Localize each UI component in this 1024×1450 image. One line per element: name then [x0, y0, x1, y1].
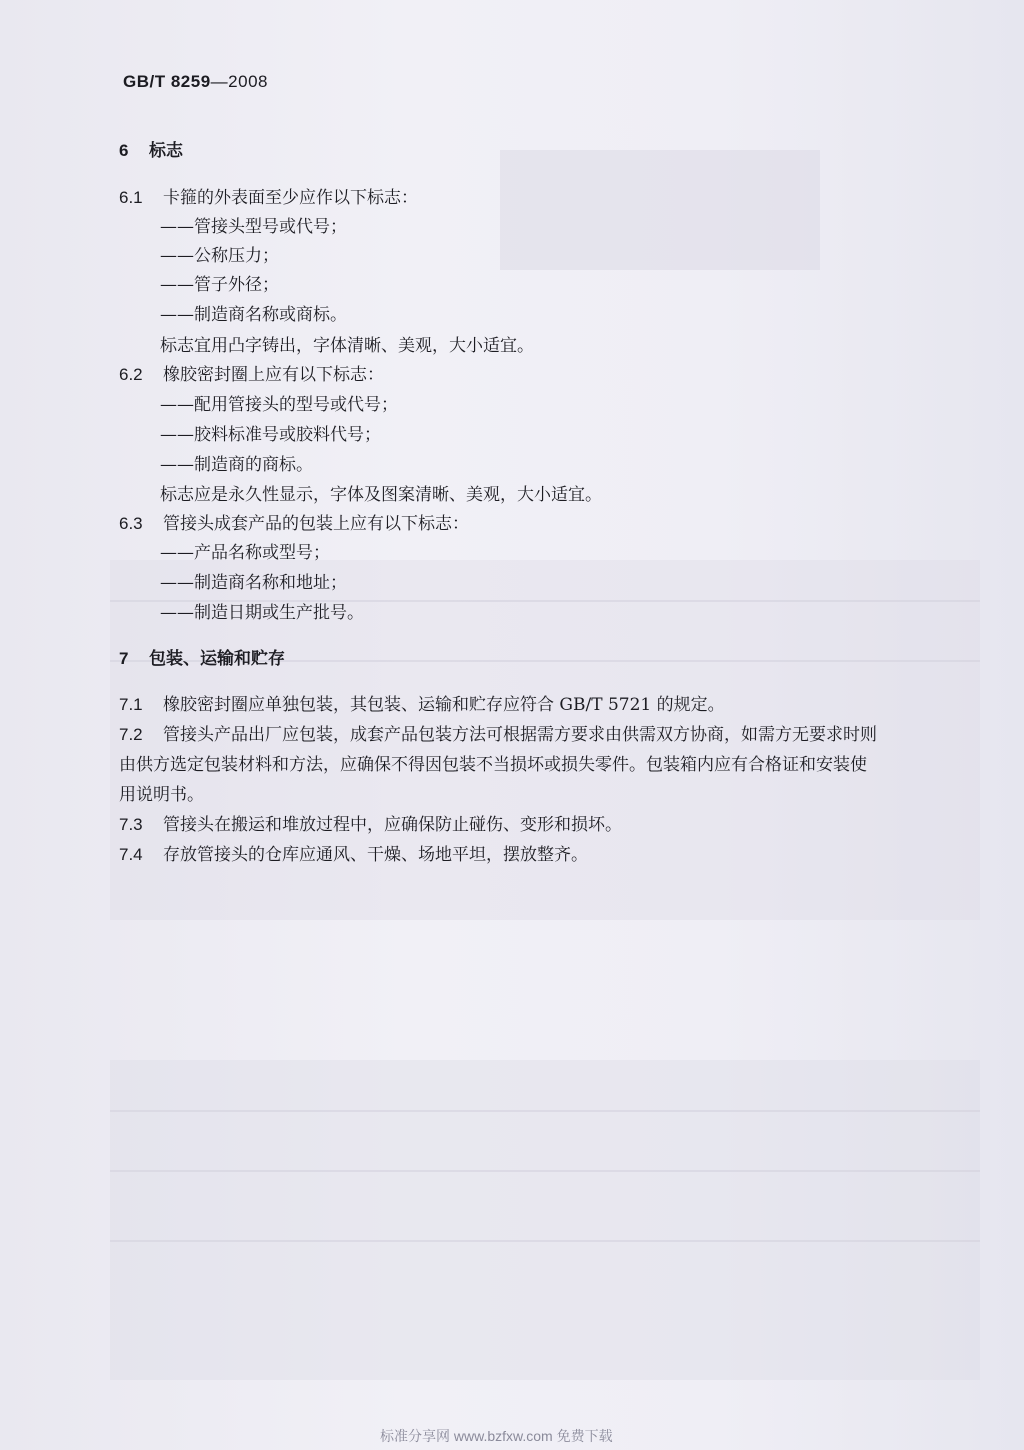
clause-number: 7.2 [119, 725, 143, 744]
list-item: ——胶料标准号或胶料代号； [160, 425, 381, 445]
list-item: ——制造商名称和地址； [160, 573, 347, 593]
section-7-heading [119, 647, 285, 671]
standard-code: GB/T 8259 [123, 72, 211, 91]
clause-text: 管接头成套产品的包装上应有以下标志： [163, 514, 469, 534]
clause-text: 橡胶密封圈应单独包装，其包装、运输和贮存应符合 GB/T 5721 的规定。 [163, 695, 725, 715]
list-item: ——管接头型号或代号； [160, 217, 347, 237]
list-item: ——公称压力； [160, 246, 279, 266]
section-title: 标志 [149, 141, 183, 161]
clause-text-continued: 用说明书。 [119, 785, 204, 805]
clause-7-4 [119, 843, 588, 867]
clause-text: 存放管接头的仓库应通风、干燥、场地平坦，摆放整齐。 [163, 845, 588, 865]
clause-number: 6.3 [119, 514, 143, 533]
clause-note: 标志应是永久性显示，字体及图案清晰、美观，大小适宜。 [160, 485, 602, 505]
clause-text: 卡箍的外表面至少应作以下标志： [163, 188, 418, 208]
clause-6-1 [119, 186, 418, 210]
clause-6-3 [119, 512, 469, 536]
list-item: ——配用管接头的型号或代号； [160, 395, 398, 415]
list-item: ——制造商的商标。 [160, 455, 313, 475]
bleed-through-line [110, 1110, 980, 1112]
clause-text: 橡胶密封圈上应有以下标志： [163, 365, 384, 385]
clause-number: 6.1 [119, 188, 143, 207]
list-item: ——产品名称或型号； [160, 543, 330, 563]
section-6-heading [119, 139, 183, 163]
clause-number: 7.3 [119, 815, 143, 834]
section-title: 包装、运输和贮存 [149, 649, 285, 669]
list-item: ——制造商名称或商标。 [160, 305, 347, 325]
bleed-through-line [110, 1240, 980, 1242]
bleed-through-block [110, 1060, 980, 1380]
list-item: ——制造日期或生产批号。 [160, 603, 364, 623]
clause-text: 管接头在搬运和堆放过程中，应确保防止碰伤、变形和损坏。 [163, 815, 622, 835]
clause-7-1 [119, 693, 725, 717]
clause-text: 管接头产品出厂应包装，成套产品包装方法可根据需方要求由供需双方协商，如需方无要求时则 [163, 725, 877, 745]
clause-text-continued: 由供方选定包装材料和方法，应确保不得因包装不当损坏或损失零件。包装箱内应有合格证和安装使 [119, 755, 867, 775]
standard-header: GB/T 8259—2008 [123, 72, 268, 91]
clause-number: 7.1 [119, 695, 143, 714]
list-item: ——管子外径； [160, 275, 279, 295]
bleed-through-block [500, 150, 820, 270]
clause-6-2 [119, 363, 384, 387]
section-number: 6 [119, 141, 129, 160]
clause-note: 标志宜用凸字铸出，字体清晰、美观，大小适宜。 [160, 336, 534, 356]
bleed-through-line [110, 1170, 980, 1172]
clause-7-2 [119, 723, 877, 747]
section-number: 7 [119, 649, 129, 668]
clause-7-3 [119, 813, 622, 837]
standard-year: 2008 [228, 72, 268, 91]
clause-number: 7.4 [119, 845, 143, 864]
clause-number: 6.2 [119, 365, 143, 384]
footer-watermark: 标准分享网 www.bzfxw.com 免费下载 [380, 1428, 613, 1444]
